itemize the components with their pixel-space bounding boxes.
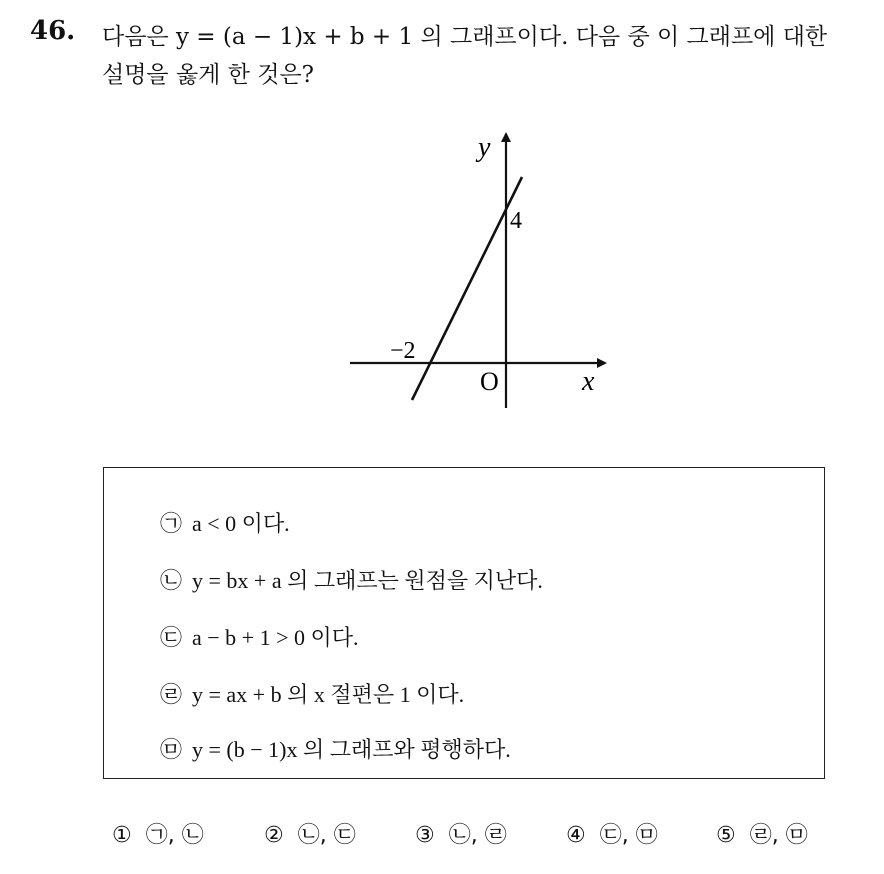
question-stem-line-2: 설명을 옳게 한 것은?: [102, 62, 315, 88]
choice-text: ㉡, ㉣: [448, 823, 507, 848]
origin-label: O: [480, 367, 499, 396]
statement-2: [160, 564, 543, 595]
answer-choices: [0, 818, 884, 852]
statement-text: y = ax + b 의 x 절편은 1 이다.: [192, 682, 465, 707]
choice-text: ㉣, ㉤: [749, 823, 808, 848]
statement-text: y = bx + a 의 그래프는 원점을 지난다.: [192, 568, 543, 593]
statement-text: a − b + 1 > 0 이다.: [192, 625, 359, 650]
choice-number: ②: [264, 823, 284, 848]
answer-choice-3[interactable]: [415, 818, 507, 849]
statements-box: [103, 467, 825, 779]
statement-mark: ㉡: [160, 569, 183, 594]
statement-mark: ㉤: [160, 738, 183, 763]
y-axis-label: y: [478, 132, 491, 163]
x-intercept-label: −2: [390, 338, 416, 364]
question-number: 46.: [30, 16, 76, 46]
choice-number: ①: [112, 823, 132, 848]
answer-choice-5[interactable]: [716, 818, 808, 849]
statement-5: [160, 733, 511, 764]
statement-3: [160, 621, 359, 652]
choice-text: ㉠, ㉡: [145, 823, 204, 848]
statement-mark: ㉢: [160, 626, 183, 651]
choice-number: ⑤: [716, 823, 736, 848]
choice-number: ③: [415, 823, 435, 848]
statement-text: a < 0 이다.: [192, 511, 290, 536]
choice-text: ㉢, ㉤: [599, 823, 658, 848]
statement-4: [160, 678, 464, 709]
y-intercept-label: 4: [510, 208, 522, 234]
answer-choice-1[interactable]: [112, 818, 204, 849]
statement-mark: ㉣: [160, 683, 183, 708]
statement-text: y = (b − 1)x 의 그래프와 평행하다.: [192, 737, 511, 762]
answer-choice-4[interactable]: [566, 818, 658, 849]
question-stem-line-1: 다음은 y = (a − 1)x + b + 1 의 그래프이다. 다음 중 이 그래프에 대한: [102, 24, 828, 50]
answer-choice-2[interactable]: [264, 818, 356, 849]
choice-number: ④: [566, 823, 586, 848]
statement-mark: ㉠: [160, 512, 183, 537]
x-axis-label: x: [582, 366, 595, 397]
statement-1: [160, 507, 290, 538]
choice-text: ㉡, ㉢: [297, 823, 356, 848]
